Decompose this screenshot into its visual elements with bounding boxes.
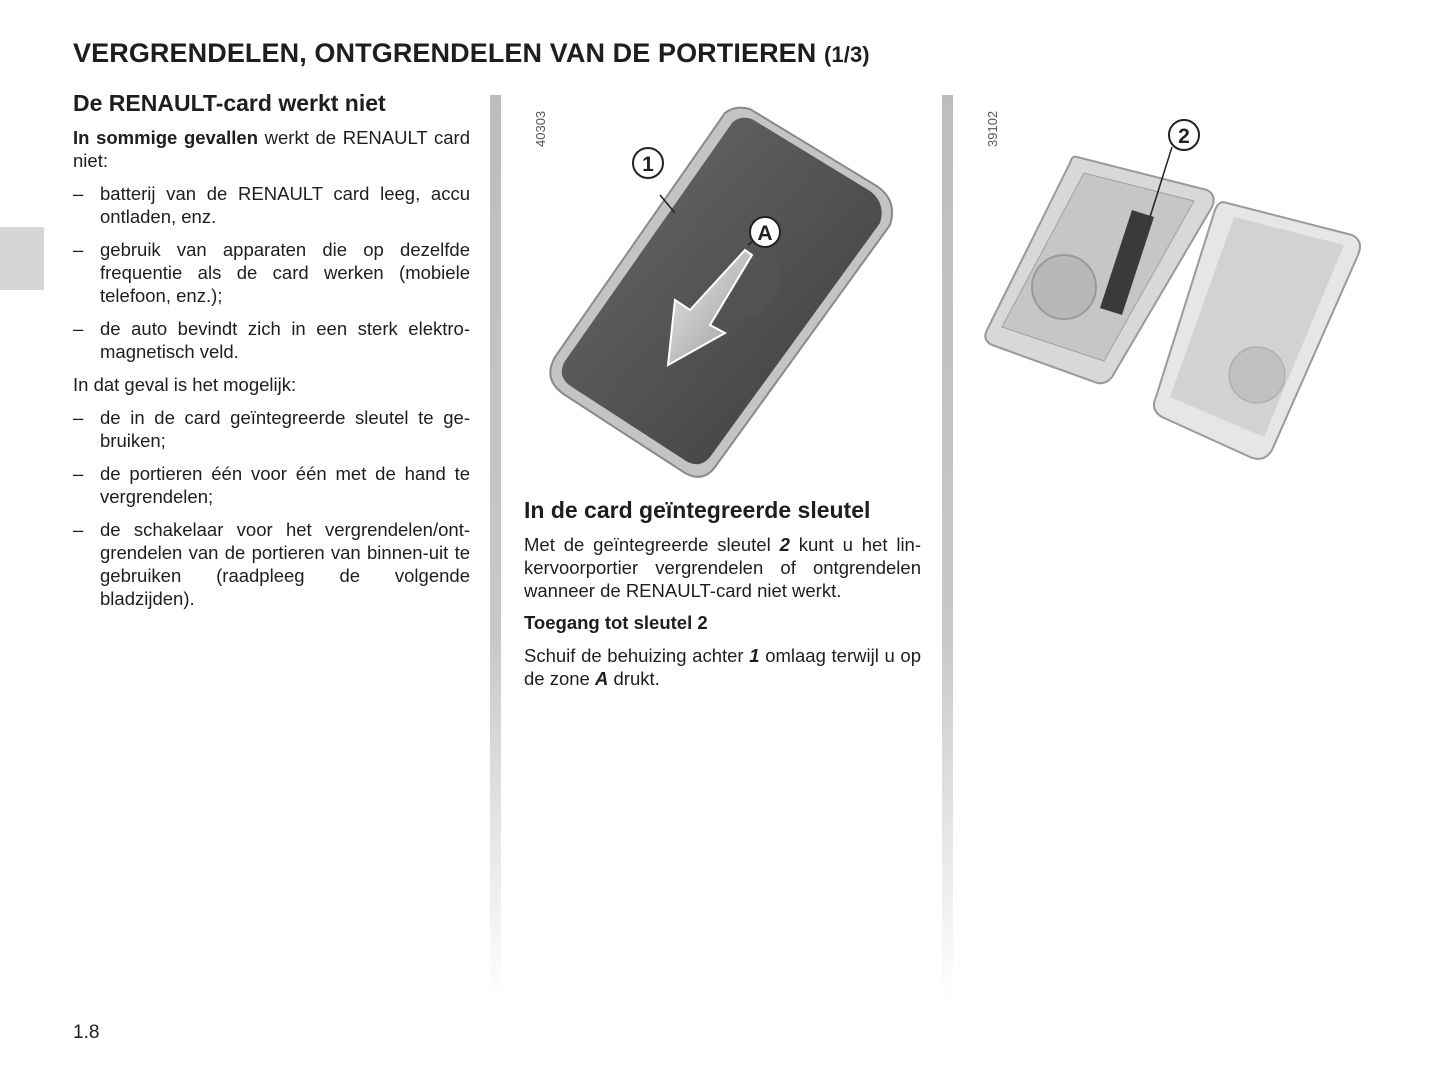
list-item: – de schakelaar voor het vergrendelen/ont-grendelen van de portieren van binnen-uit te gebruiken (raadpleeg de volgende bladzijden). xyxy=(73,518,470,610)
causes-list xyxy=(73,182,470,363)
middle-column xyxy=(524,497,921,700)
card-slide-figure xyxy=(520,95,930,495)
page-number: 1.8 xyxy=(73,1022,100,1043)
intro-rest: werkt de RENAULT card niet: xyxy=(73,127,470,171)
callout-1: 1 xyxy=(642,153,654,176)
page-title xyxy=(73,38,870,69)
page-title-text: VERGRENDELEN, ONTGRENDELEN VAN DE PORTIEREN xyxy=(73,38,817,68)
list-item: – de portieren één voor één met de hand te vergrendelen; xyxy=(73,462,470,508)
integrated-key-paragraph xyxy=(524,533,921,602)
callout-2: 2 xyxy=(1178,125,1190,148)
ref-housing-1: 1 xyxy=(749,645,760,666)
list-item: – gebruik van apparaten die op dezelfde frequentie als de card werken (mobiele telefoon, enz.); xyxy=(73,238,470,307)
opened-card-illustration xyxy=(972,95,1382,495)
section-heading-card-not-working: De RENAULT-card werkt niet xyxy=(73,90,386,116)
text-run: Schuif de behuizing achter xyxy=(524,645,750,666)
card-illustration xyxy=(520,95,930,495)
figure-code: 40303 xyxy=(533,110,548,147)
ref-zone-a: A xyxy=(594,668,609,689)
callout-a: A xyxy=(757,222,773,245)
figure-code: 39102 xyxy=(985,110,1000,147)
text-run: omlaag terwijl u op de zone xyxy=(524,645,921,689)
card-open-figure xyxy=(972,95,1382,495)
section-heading-integrated-key: In de card geïntegreerde sleutel xyxy=(524,497,871,523)
text-run: kunt u het lin-kervoorportier vergrendelen of ontgrendelen wanneer de RENAULT-card niet werkt. xyxy=(524,534,921,601)
list-item: – de auto bevindt zich in een sterk elektro-magnetisch veld. xyxy=(73,317,470,363)
remedy-intro: In dat geval is het mogelijk: xyxy=(73,374,297,395)
remedies-list xyxy=(73,406,470,610)
intro-bold: In sommige gevallen xyxy=(73,127,258,148)
list-item: – batterij van de RENAULT card leeg, accu ontladen, enz. xyxy=(73,182,470,228)
access-key-paragraph xyxy=(524,644,921,690)
text-run: drukt. xyxy=(608,668,660,689)
page-title-suffix: (1/3) xyxy=(823,42,870,67)
intro-paragraph xyxy=(73,126,470,172)
sub-heading-access-key: Toegang tot sleutel 2 xyxy=(524,612,708,633)
text-run: Met de geïntegreerde sleutel xyxy=(524,534,780,555)
column-separator xyxy=(490,95,501,1000)
ref-key-2: 2 xyxy=(779,534,790,555)
column-separator xyxy=(942,95,953,1000)
chapter-tab xyxy=(0,227,44,290)
list-item: – de in de card geïntegreerde sleutel te ge-bruiken; xyxy=(73,406,470,452)
left-column xyxy=(73,90,470,620)
